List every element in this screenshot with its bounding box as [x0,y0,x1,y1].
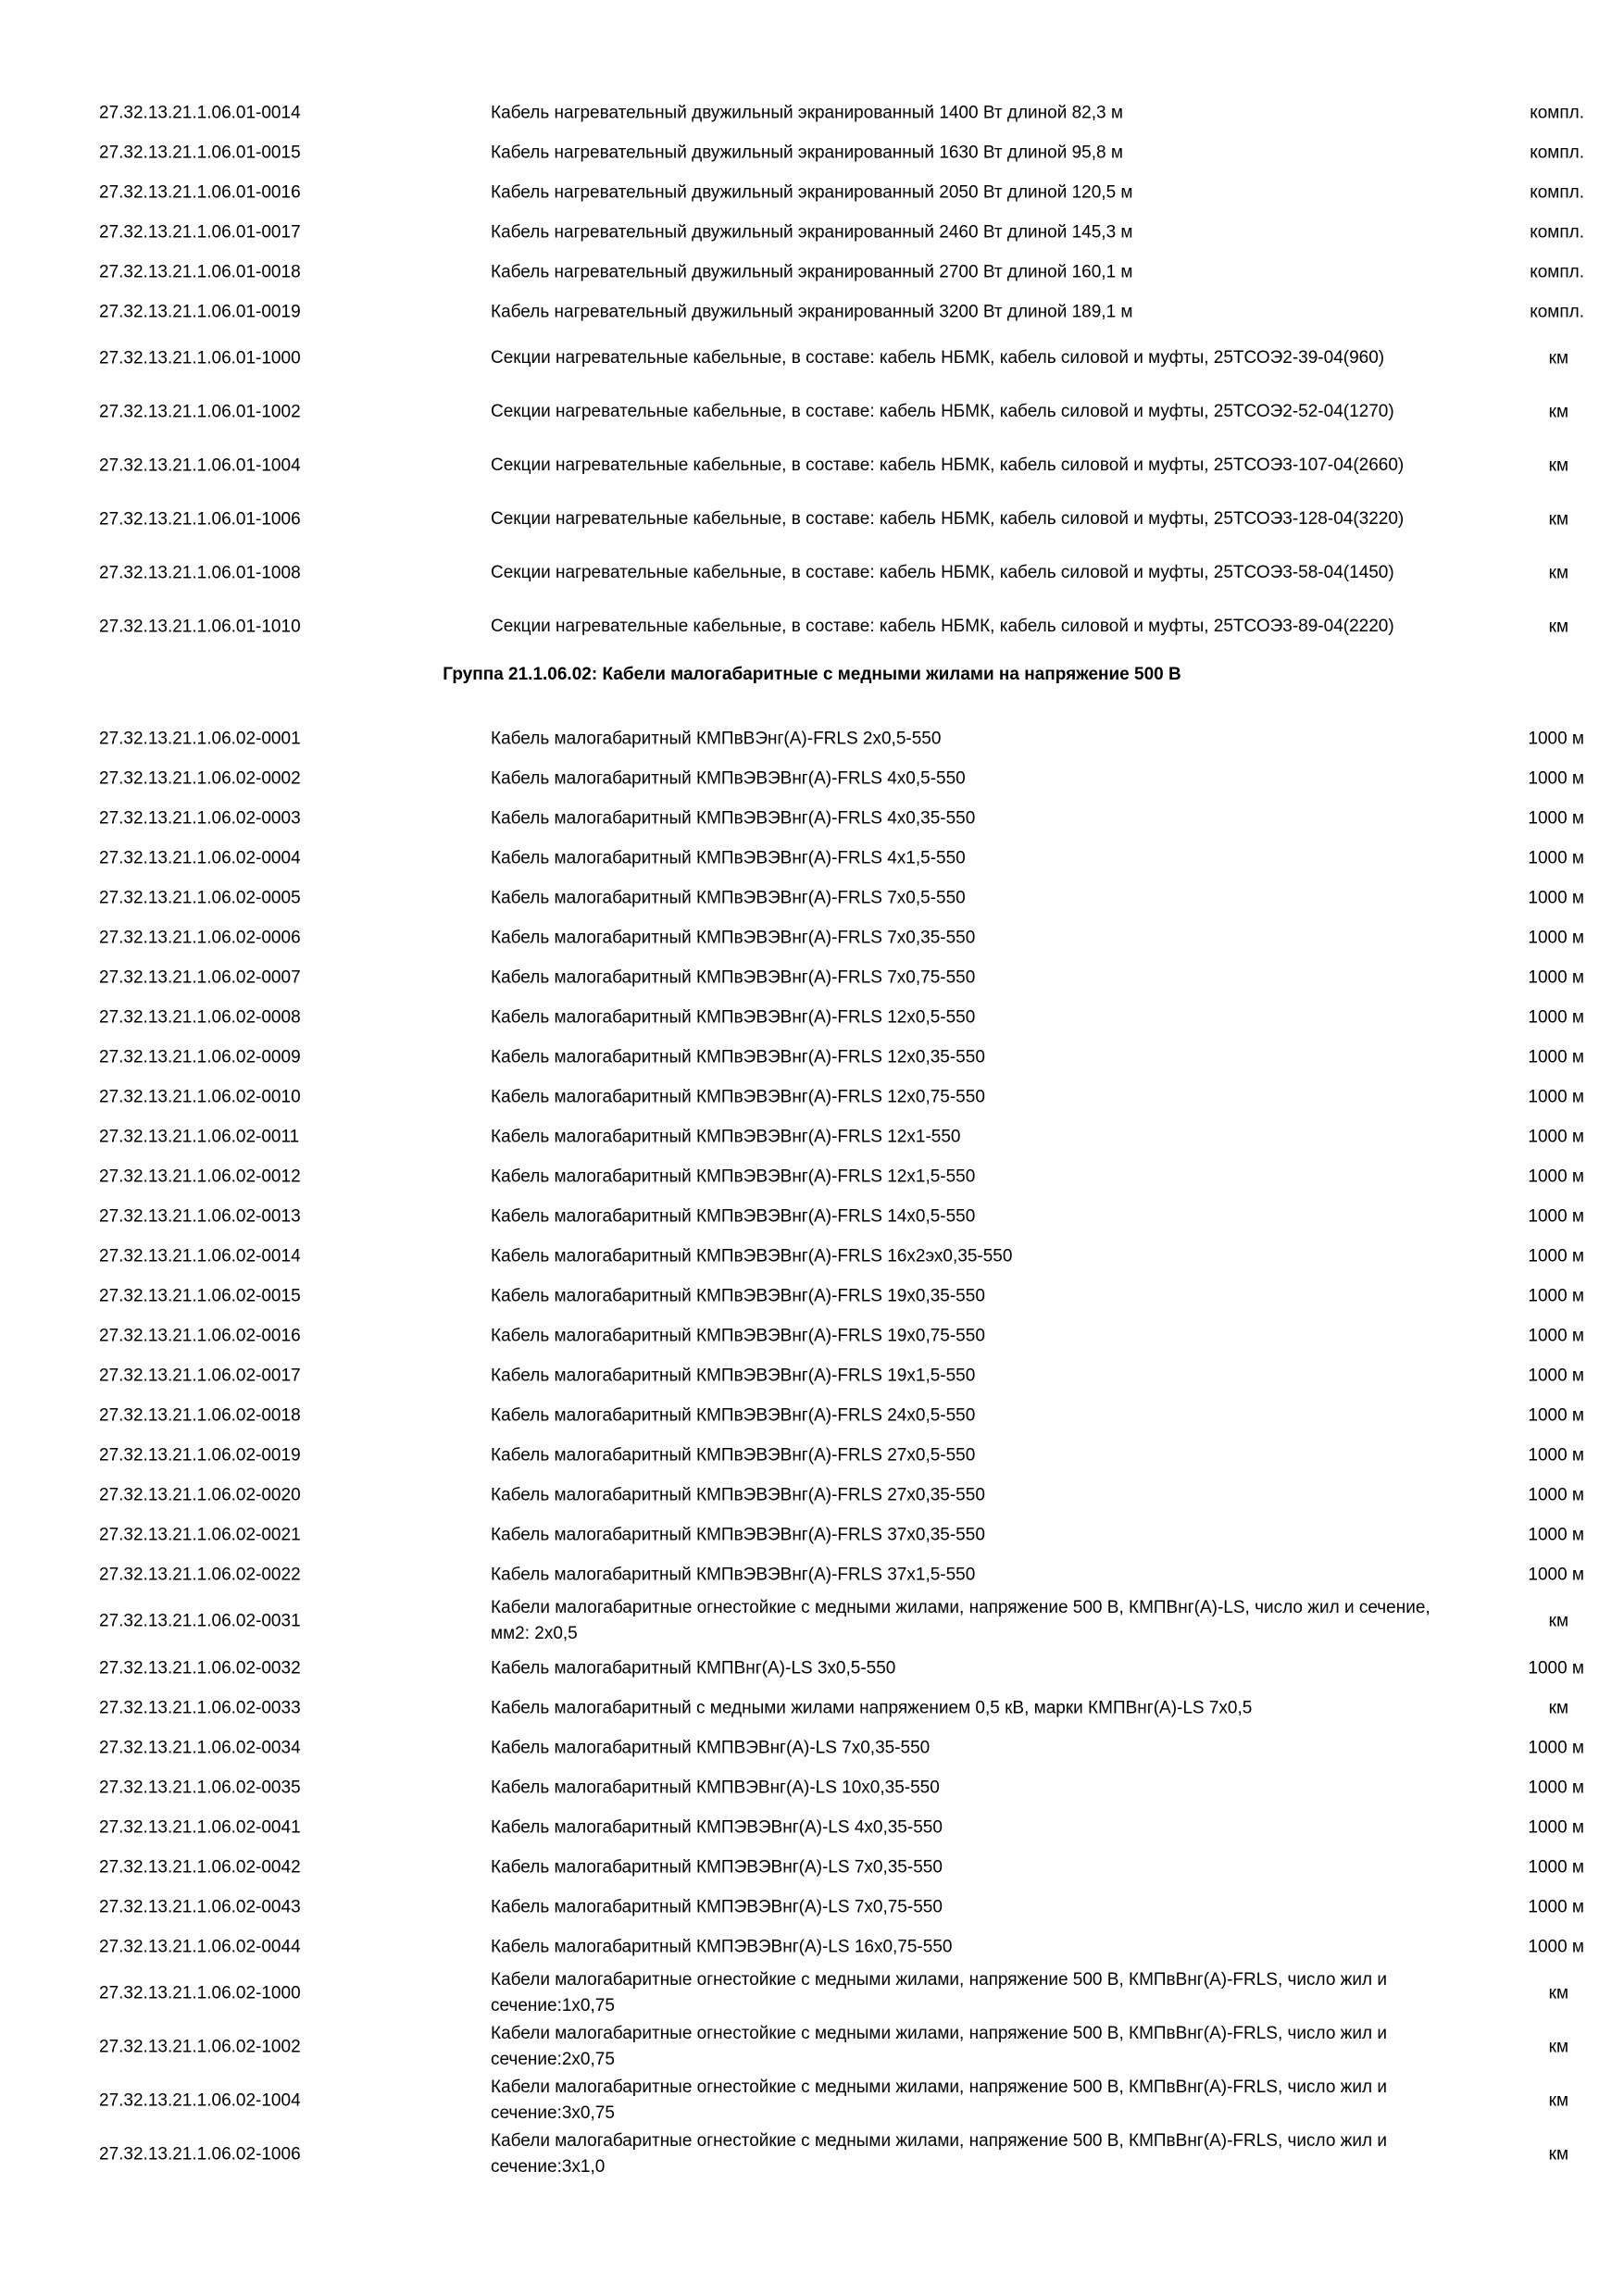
resource-code: 27.32.13.21.1.06.02-0022 [99,1565,301,1584]
resource-description: Кабель малогабаритный КМПВЭВнг(А)-LS 10х0,35-550 [491,1778,940,1797]
unit-of-measure: 1000 м [1528,967,1584,987]
resource-description: Кабель нагревательный двужильный экранированный 2700 Вт длиной 160,1 м [491,262,1133,281]
resource-description: Кабель малогабаритный КМПвЭВЭВнг(А)-FRLS 24х0,5-550 [491,1405,976,1425]
table-row [0,957,1624,997]
resource-description: Кабель малогабаритный КМПЭВЭВнг(А)-LS 7х0,75-550 [491,1897,943,1916]
table-row [0,1807,1624,1847]
unit-of-measure: 1000 м [1528,1127,1584,1146]
resource-description: Кабель малогабаритный КМПвЭВЭВнг(А)-FRLS 7х0,75-550 [491,967,976,987]
table-row [0,1554,1624,1594]
table-row [0,1077,1624,1117]
unit-of-measure: 1000 м [1528,1817,1584,1837]
unit-of-measure: км [1548,2144,1568,2165]
unit-of-measure: 1000 м [1528,848,1584,867]
table-row [0,1887,1624,1927]
resource-description: Кабель нагревательный двужильный экранированный 3200 Вт длиной 189,1 м [491,302,1133,321]
resource-description: Кабель нагревательный двужильный экранированный 2050 Вт длиной 120,5 м [491,182,1133,202]
resource-code: 27.32.13.21.1.06.01-1004 [99,455,301,476]
resource-code: 27.32.13.21.1.06.02-0015 [99,1286,301,1305]
resource-description: Кабель малогабаритный КМПВЭВнг(А)-LS 7х0,35-550 [491,1738,931,1757]
unit-of-measure: 1000 м [1528,1206,1584,1226]
unit-of-measure: 1000 м [1528,1897,1584,1916]
resource-description: Кабель малогабаритный КМПвЭВЭВнг(А)-FRLS 16х2эх0,35-550 [491,1246,1013,1266]
table-row [0,172,1624,212]
unit-of-measure: 1000 м [1528,1658,1584,1678]
resource-code: 27.32.13.21.1.06.02-0010 [99,1087,301,1106]
resource-description: Секции нагревательные кабельные, в составе: кабель НБМК, кабель силовой и муфты, 25ТСОЭ3-58-04(1450) [491,563,1394,582]
unit-of-measure: км [1548,348,1568,368]
resource-description: Кабель малогабаритный КМПвЭВЭВнг(А)-FRLS 12х1-550 [491,1127,961,1146]
resource-code: 27.32.13.21.1.06.02-0018 [99,1405,301,1425]
table-row [0,546,1624,600]
resource-description: Кабель малогабаритный КМПвЭВЭВнг(А)-FRLS 7х0,35-550 [491,928,976,947]
resource-code: 27.32.13.21.1.06.02-0008 [99,1007,301,1027]
unit-of-measure: 1000 м [1528,1366,1584,1385]
unit-of-measure: 1000 м [1528,1525,1584,1544]
table-row [0,798,1624,838]
unit-of-measure: 1000 м [1528,1246,1584,1266]
table-row [0,292,1624,331]
unit-of-measure: 1000 м [1528,888,1584,907]
resource-description: Кабель нагревательный двужильный экранированный 1400 Вт длиной 82,3 м [491,103,1123,122]
resource-code: 27.32.13.21.1.06.01-0016 [99,182,301,202]
resource-code: 27.32.13.21.1.06.02-0041 [99,1817,301,1837]
table-row [0,93,1624,132]
resource-code: 27.32.13.21.1.06.02-0013 [99,1206,301,1226]
resource-description: Кабель малогабаритный КМПвЭВЭВнг(А)-FRLS 27х0,35-550 [491,1485,985,1504]
table-row [0,1117,1624,1156]
resource-description: Кабель малогабаритный КМПвЭВЭВнг(А)-FRLS 19х0,75-550 [491,1326,985,1345]
resource-description: Кабель малогабаритный КМПвЭВЭВнг(А)-FRLS 27х0,5-550 [491,1445,976,1465]
table-row [0,600,1624,654]
resource-code: 27.32.13.21.1.06.01-0019 [99,302,301,321]
resource-code: 27.32.13.21.1.06.02-0044 [99,1937,301,1956]
table-row [0,1316,1624,1355]
resource-code: 27.32.13.21.1.06.02-0003 [99,808,301,828]
resource-description: Секции нагревательные кабельные, в составе: кабель НБМК, кабель силовой и муфты, 25ТСОЭ2-39-04(960) [491,348,1385,368]
table-row [0,1435,1624,1475]
resource-code: 27.32.13.21.1.06.02-1000 [99,1983,301,2003]
table-row [0,1355,1624,1395]
unit-of-measure: 1000 м [1528,1047,1584,1067]
unit-of-measure: 1000 м [1528,768,1584,788]
resource-code: 27.32.13.21.1.06.02-0019 [99,1445,301,1465]
table-row [0,1037,1624,1077]
table-row [0,385,1624,439]
unit-of-measure: км [1548,617,1568,637]
table-row [0,1594,1624,1648]
resource-description: Секции нагревательные кабельные, в составе: кабель НБМК, кабель силовой и муфты, 25ТСОЭ3-89-04(2220) [491,617,1394,636]
unit-of-measure: км [1548,402,1568,422]
resource-code: 27.32.13.21.1.06.02-0035 [99,1778,301,1797]
resource-code: 27.32.13.21.1.06.02-0009 [99,1047,301,1067]
resource-description: Кабель малогабаритный КМПвЭВЭВнг(А)-FRLS 19х1,5-550 [491,1366,976,1385]
table-row [0,1236,1624,1276]
table-row [0,1847,1624,1887]
resource-code: 27.32.13.21.1.06.01-1002 [99,402,301,422]
table-row [0,758,1624,798]
resource-code: 27.32.13.21.1.06.01-0015 [99,143,301,162]
resource-code: 27.32.13.21.1.06.02-0031 [99,1611,301,1631]
table-row [0,2074,1624,2128]
unit-of-measure: 1000 м [1528,1405,1584,1425]
resource-code: 27.32.13.21.1.06.02-0033 [99,1698,301,1717]
resource-description: Кабель малогабаритный КМПвЭВЭВнг(А)-FRLS 4х0,35-550 [491,808,976,828]
unit-of-measure: компл. [1530,302,1584,321]
unit-of-measure: компл. [1530,262,1584,281]
resource-description: Кабель малогабаритный КМПвЭВЭВнг(А)-FRLS 14х0,5-550 [491,1206,976,1226]
table-row [0,2128,1624,2181]
resource-description: Кабель малогабаритный КМПвЭВЭВнг(А)-FRLS 12х0,75-550 [491,1087,985,1106]
unit-of-measure: 1000 м [1528,1326,1584,1345]
document-page [0,93,1624,2181]
resource-code: 27.32.13.21.1.06.02-0014 [99,1246,301,1266]
resource-description: Кабель малогабаритный КМПвВЭнг(А)-FRLS 2х0,5-550 [491,729,942,748]
unit-of-measure: км [1548,563,1568,583]
unit-of-measure: компл. [1530,222,1584,242]
table-row [0,1728,1624,1767]
resource-code: 27.32.13.21.1.06.02-1004 [99,2090,301,2111]
resource-description: Кабели малогабаритные огнестойкие с медными жилами, напряжение 500 В, КМПВнг(А)-LS, число жил и сечение, мм2: 2х0,5 [491,1598,1430,1643]
unit-of-measure: 1000 м [1528,1167,1584,1186]
resource-description: Кабель малогабаритный КМПвЭВЭВнг(А)-FRLS 37х0,35-550 [491,1525,985,1544]
table-row [0,212,1624,252]
table-row [0,718,1624,758]
table-row [0,1475,1624,1515]
unit-of-measure: 1000 м [1528,1778,1584,1797]
group-heading [0,654,1624,718]
resource-code: 27.32.13.21.1.06.02-0042 [99,1857,301,1877]
unit-of-measure: км [1548,509,1568,530]
resource-description: Кабель малогабаритный с медными жилами напряжением 0,5 кВ, марки КМПВнг(А)-LS 7х0,5 [491,1698,1253,1717]
table-row [0,1276,1624,1316]
resource-code: 27.32.13.21.1.06.02-0043 [99,1897,301,1916]
resource-description: Кабели малогабаритные огнестойкие с медными жилами, напряжение 500 В, КМПвВнг(А)-FRLS, число жил и сечение:1х0,75 [491,1970,1387,2015]
unit-of-measure: 1000 м [1528,1087,1584,1106]
resource-description: Кабели малогабаритные огнестойкие с медными жилами, напряжение 500 В, КМПвВнг(А)-FRLS, число жил и сечение:2х0,75 [491,2024,1387,2069]
resource-code: 27.32.13.21.1.06.01-1008 [99,563,301,583]
resource-code: 27.32.13.21.1.06.02-0034 [99,1738,301,1757]
table-row [0,997,1624,1037]
resource-code: 27.32.13.21.1.06.02-0016 [99,1326,301,1345]
resource-code: 27.32.13.21.1.06.02-0012 [99,1167,301,1186]
table-row [0,493,1624,546]
unit-of-measure: км [1548,1698,1568,1717]
resource-code: 27.32.13.21.1.06.02-0032 [99,1658,301,1678]
unit-of-measure: 1000 м [1528,1445,1584,1465]
unit-of-measure: 1000 м [1528,1738,1584,1757]
resource-code: 27.32.13.21.1.06.02-0011 [99,1127,300,1146]
table-row [0,1927,1624,1966]
unit-of-measure: 1000 м [1528,1565,1584,1584]
resource-description: Кабели малогабаритные огнестойкие с медными жилами, напряжение 500 В, КМПвВнг(А)-FRLS, число жил и сечение:3х1,0 [491,2131,1387,2177]
resource-code: 27.32.13.21.1.06.02-0021 [99,1525,301,1544]
resource-description: Кабель малогабаритный КМПвЭВЭВнг(А)-FRLS 12х1,5-550 [491,1167,976,1186]
resource-description: Кабель малогабаритный КМПвЭВЭВнг(А)-FRLS 7х0,5-550 [491,888,966,907]
table-row [0,1648,1624,1688]
resource-code: 27.32.13.21.1.06.01-1010 [99,617,301,637]
unit-of-measure: компл. [1530,143,1584,162]
resource-code: 27.32.13.21.1.06.02-0007 [99,967,301,987]
unit-of-measure: км [1548,2037,1568,2057]
table-row [0,1156,1624,1196]
resource-code: 27.32.13.21.1.06.02-0001 [99,729,301,748]
unit-of-measure: км [1548,2090,1568,2111]
resource-description: Кабель малогабаритный КМПвЭВЭВнг(А)-FRLS 37х1,5-550 [491,1565,976,1584]
unit-of-measure: 1000 м [1528,1857,1584,1877]
unit-of-measure: км [1548,1983,1568,2003]
resource-code: 27.32.13.21.1.06.02-0017 [99,1366,301,1385]
table-row [0,2020,1624,2074]
resource-description: Кабель нагревательный двужильный экранированный 2460 Вт длиной 145,3 м [491,222,1133,242]
unit-of-measure: компл. [1530,182,1584,202]
resource-description: Секции нагревательные кабельные, в составе: кабель НБМК, кабель силовой и муфты, 25ТСОЭ3-107-04(2660) [491,455,1405,475]
resource-description: Секции нагревательные кабельные, в составе: кабель НБМК, кабель силовой и муфты, 25ТСОЭ2-52-04(1270) [491,402,1394,421]
resource-description: Кабель малогабаритный КМПвЭВЭВнг(А)-FRLS 12х0,5-550 [491,1007,976,1027]
resource-description: Кабель малогабаритный КМПвЭВЭВнг(А)-FRLS 12х0,35-550 [491,1047,985,1067]
resource-description: Кабель малогабаритный КМПвЭВЭВнг(А)-FRLS 4х1,5-550 [491,848,966,867]
resource-description: Кабель малогабаритный КМПЭВЭВнг(А)-LS 16х0,75-550 [491,1937,953,1956]
group-heading-text: Группа 21.1.06.02: Кабели малогабаритные с медными жилами на напряжение 500 В [443,665,1181,684]
resource-code: 27.32.13.21.1.06.02-0002 [99,768,301,788]
unit-of-measure: 1000 м [1528,1485,1584,1504]
table-row [0,439,1624,493]
table-row [0,838,1624,878]
table-row [0,1688,1624,1728]
resource-code: 27.32.13.21.1.06.02-0006 [99,928,301,947]
unit-of-measure: 1000 м [1528,729,1584,748]
resource-code: 27.32.13.21.1.06.01-0014 [99,103,301,122]
unit-of-measure: км [1548,455,1568,476]
table-row [0,1196,1624,1236]
resource-code: 27.32.13.21.1.06.02-0005 [99,888,301,907]
resource-description: Кабели малогабаритные огнестойкие с медными жилами, напряжение 500 В, КМПвВнг(А)-FRLS, число жил и сечение:3х0,75 [491,2078,1387,2123]
table-row [0,878,1624,917]
unit-of-measure: компл. [1530,103,1584,122]
unit-of-measure: 1000 м [1528,1007,1584,1027]
unit-of-measure: 1000 м [1528,928,1584,947]
unit-of-measure: 1000 м [1528,1286,1584,1305]
table-row [0,1966,1624,2020]
resource-description: Кабель малогабаритный КМПЭВЭВнг(А)-LS 4х0,35-550 [491,1817,943,1837]
unit-of-measure: км [1548,1611,1568,1631]
table-row [0,252,1624,292]
table-row [0,1515,1624,1554]
resource-description: Кабель нагревательный двужильный экранированный 1630 Вт длиной 95,8 м [491,143,1123,162]
resource-description: Кабель малогабаритный КМПвЭВЭВнг(А)-FRLS 4х0,5-550 [491,768,966,788]
resource-code: 27.32.13.21.1.06.02-1006 [99,2144,301,2165]
table-row [0,1767,1624,1807]
resource-description: Кабель малогабаритный КМПЭВЭВнг(А)-LS 7х0,35-550 [491,1857,943,1877]
resource-code: 27.32.13.21.1.06.01-1000 [99,348,301,368]
table-row [0,1395,1624,1435]
resource-description: Секции нагревательные кабельные, в составе: кабель НБМК, кабель силовой и муфты, 25ТСОЭ3-128-04(3220) [491,509,1405,529]
table-row [0,132,1624,172]
resource-description: Кабель малогабаритный КМПвЭВЭВнг(А)-FRLS 19х0,35-550 [491,1286,985,1305]
table-row [0,331,1624,385]
resource-code: 27.32.13.21.1.06.02-0004 [99,848,301,867]
resource-code: 27.32.13.21.1.06.01-0017 [99,222,301,242]
resource-code: 27.32.13.21.1.06.01-1006 [99,509,301,530]
unit-of-measure: 1000 м [1528,808,1584,828]
resource-code: 27.32.13.21.1.06.02-1002 [99,2037,301,2057]
resource-code: 27.32.13.21.1.06.02-0020 [99,1485,301,1504]
resource-code: 27.32.13.21.1.06.01-0018 [99,262,301,281]
resource-description: Кабель малогабаритный КМПВнг(А)-LS 3х0,5-550 [491,1658,896,1678]
table-row [0,917,1624,957]
unit-of-measure: 1000 м [1528,1937,1584,1956]
